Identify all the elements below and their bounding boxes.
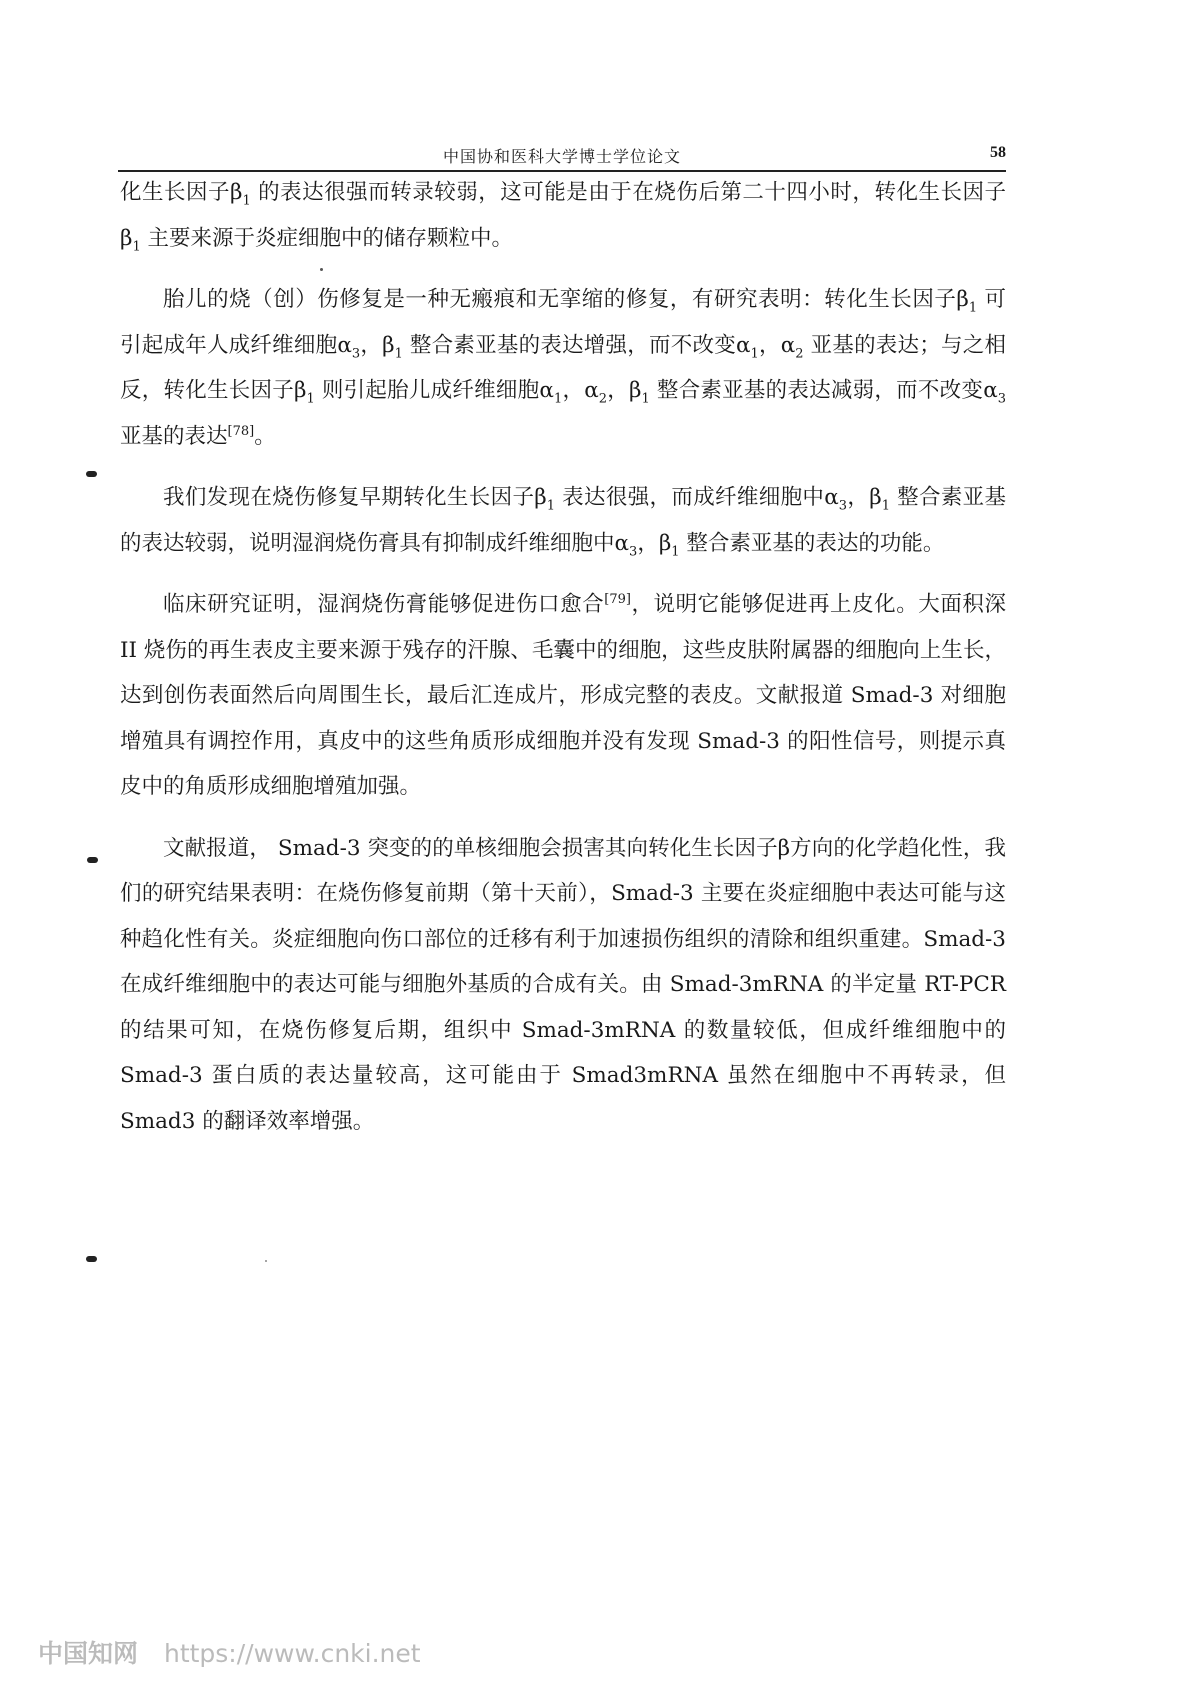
scan-speck — [265, 1260, 267, 1262]
header-title: 中国协和医科大学博士学位论文 — [442, 147, 681, 166]
paragraph: 文献报道， Smad-3 突变的的单核细胞会损害其向转化生长因子β方向的化学趋化性，我们的研究结果表明：在烧伤修复前期（第十天前），Smad-3 主要在炎症细胞中表达可能与这种趋化性有关。炎症细胞向伤口部位的迁移有利于加速损伤组织的清除和组织重建。Smad-3 在成纤维细胞中的表达可能与细胞外基质的合成有关。由 Smad-3mRNA 的半定量 RT-PCR 的结果可知，在烧伤修复后期，组织中 Smad-3mRNA 的数量较低，但成纤维细胞中的 Smad-3 蛋白质的表达量较高，这可能由于 Smad3mRNA 虽然在细胞中不再转录，但 Smad3 的翻译效率增强。 — [120, 835, 1006, 1134]
scan-mark — [86, 471, 97, 477]
body-text — [120, 170, 1006, 1160]
paragraph: 临床研究证明，湿润烧伤膏能够促进伤口愈合[79]，说明它能够促进再上皮化。大面积深 II 烧伤的再生表皮主要来源于残存的汗腺、毛囊中的细胞，这些皮肤附属器的细胞向上生长，达到创伤表面然后向周围生长，最后汇连成片，形成完整的表皮。文献报道 Smad-3 对细胞增殖具有调控作用，真皮中的这些角质形成细胞并没有发现 Smad-3 的阳性信号，则提示真皮中的角质形成细胞增殖加强。 — [120, 591, 1006, 799]
paragraph: 胎儿的烧（创）伤修复是一种无瘢痕和无挛缩的修复，有研究表明：转化生长因子$\beta_1$ 可引起成年人成纤维细胞$\alpha_3$，$\beta_1$ 整合素亚基的表达增强，而不改变$\alpha_1$，$\alpha_2$ 亚基的表达；与之相反，转化生长因子$\beta_1$ 则引起胎儿成纤维细胞$\alpha_1$，$\alpha_2$，$\beta_1$ 整合素亚基的表达减弱，而不改变$\alpha_3$ 亚基的表达[78]。 — [120, 287, 1006, 449]
watermark-logo-text: 中国知网 — [38, 1639, 139, 1668]
page-number: 58 — [990, 144, 1006, 161]
scan-mark — [86, 1256, 97, 1262]
paragraph: 化生长因子$\beta_1$ 的表达很强而转录较弱，这可能是由于在烧伤后第二十四小时，转化生长因子$\beta_1$ 主要来源于炎症细胞中的储存颗粒中。 — [120, 180, 1007, 254]
running-header — [118, 140, 1006, 172]
scan-speck — [320, 268, 323, 271]
watermark-url: https://www.cnki.net — [163, 1639, 421, 1668]
scan-mark — [87, 857, 98, 863]
watermark — [38, 1634, 421, 1670]
paragraph: 我们发现在烧伤修复早期转化生长因子$\beta_1$ 表达很强，而成纤维细胞中$\alpha_3$，$\beta_1$ 整合素亚基的表达较弱，说明湿润烧伤膏具有抑制成纤维细胞中$\alpha_3$，$\beta_1$ 整合素亚基的表达的功能。 — [120, 485, 1007, 559]
